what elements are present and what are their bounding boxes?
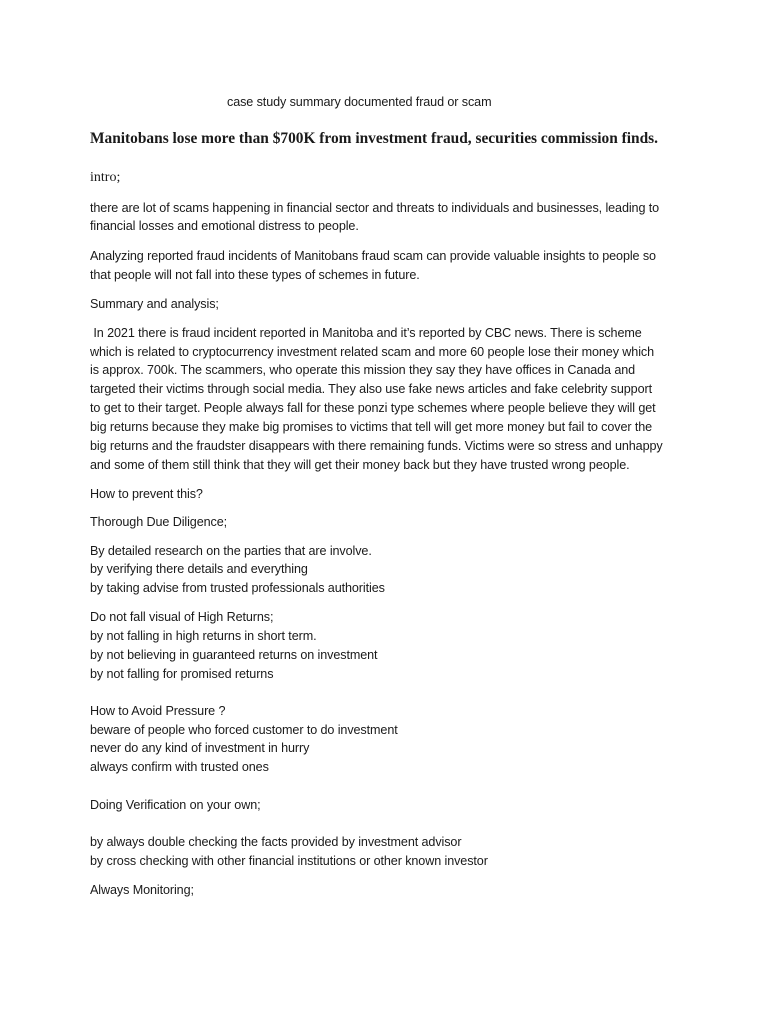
summary-paragraph-line: In 2021 there is fraud incident reported in Manitoba and it’s reported by CBC news. There is scheme	[90, 326, 642, 340]
summary-paragraph-line: to get to their target. People always fall for these ponzi type schemes where people believe they will get	[90, 401, 656, 415]
due-diligence-item: By detailed research on the parties that are involve.	[90, 544, 372, 558]
article-headline: Manitobans lose more than $700K from investment fraud, securities commission finds.	[90, 130, 659, 147]
high-returns-heading: Do not fall visual of High Returns;	[90, 610, 274, 624]
summary-paragraph-line: which is related to cryptocurrency investment related scam and more 60 people lose their money which	[90, 345, 654, 359]
summary-paragraph-line: is approx. 700k. The scammers, who operate this mission they say they have offices in Canada and	[90, 363, 636, 377]
summary-paragraph-line: targeted their victims through social media. They also use fake news articles and fake celebrity support	[90, 382, 652, 396]
due-diligence-item: by verifying there details and everything	[90, 562, 308, 576]
pressure-item: always confirm with trusted ones	[90, 760, 269, 774]
high-returns-item: by not believing in guaranteed returns on investment	[90, 648, 378, 662]
analysis-paragraph-line: that people will not fall into these types of schemes in future.	[90, 268, 420, 282]
summary-paragraph-line: big returns because they make big promises to victims that tell will get more money but fail to cover the	[90, 420, 653, 434]
intro-paragraph-line: financial losses and emotional distress to people.	[90, 219, 359, 233]
summary-paragraph-line: big returns and the fraudster disappears with there remaining funds. Victims were so stress and unhappy	[90, 439, 663, 453]
pressure-item: never do any kind of investment in hurry	[90, 741, 310, 755]
summary-paragraph-line: and some of them still think that they will get their money back but they have trusted wrong people.	[90, 458, 630, 472]
summary-heading: Summary and analysis;	[90, 297, 219, 311]
due-diligence-item: by taking advise from trusted professionals authorities	[90, 581, 385, 595]
pressure-heading: How to Avoid Pressure ?	[90, 704, 226, 718]
document-subject: case study summary documented fraud or scam	[227, 95, 492, 109]
pressure-item: beware of people who forced customer to do investment	[90, 723, 398, 737]
due-diligence-heading: Thorough Due Diligence;	[90, 515, 228, 529]
intro-paragraph-line: there are lot of scams happening in financial sector and threats to individuals and businesses, leading to	[90, 201, 660, 215]
intro-label: intro;	[90, 170, 121, 185]
verification-heading: Doing Verification on your own;	[90, 798, 261, 812]
high-returns-item: by not falling for promised returns	[90, 667, 274, 681]
verification-item: by always double checking the facts provided by investment advisor	[90, 835, 462, 849]
verification-item: by cross checking with other financial institutions or other known investor	[90, 854, 488, 868]
prevent-heading: How to prevent this?	[90, 487, 203, 501]
high-returns-item: by not falling in high returns in short term.	[90, 629, 317, 643]
monitoring-heading: Always Monitoring;	[90, 883, 194, 897]
analysis-paragraph-line: Analyzing reported fraud incidents of Manitobans fraud scam can provide valuable insights to people so	[90, 249, 656, 263]
